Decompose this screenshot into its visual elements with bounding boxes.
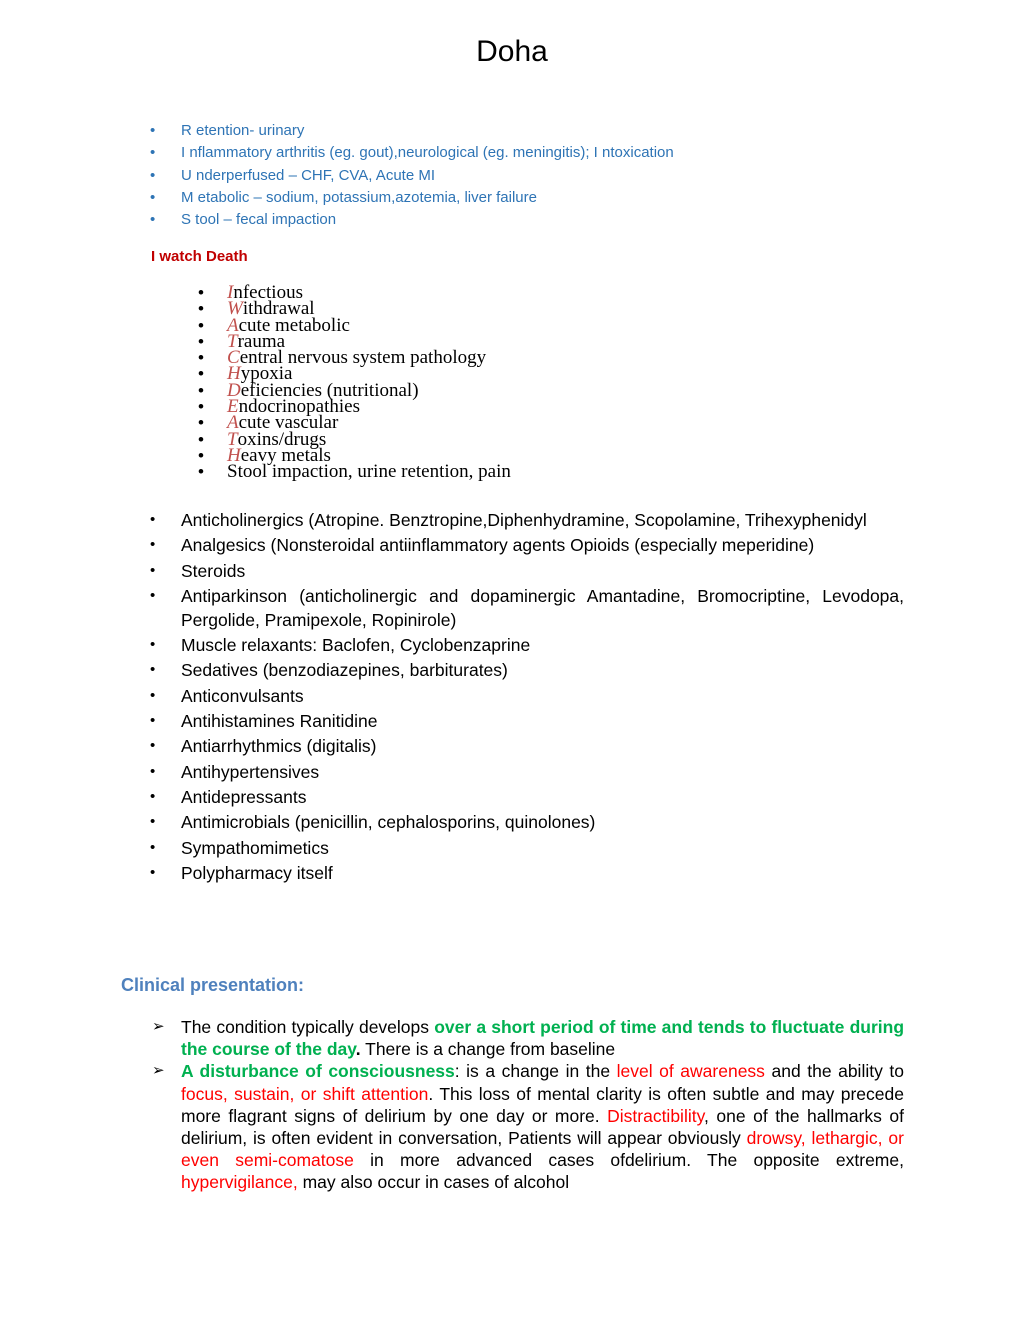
bullet-icon: • (198, 299, 204, 319)
list-item: • Sympathomimetics (150, 837, 329, 858)
highlight-text: focus, sustain, or shift attention (181, 1083, 429, 1104)
list-item: • Hypoxia (198, 363, 293, 385)
arrow-bullet-icon: ➢ (152, 1018, 165, 1035)
list-item: • Endocrinopathies (198, 396, 360, 418)
highlight-text: Distractibility (607, 1105, 705, 1126)
mnemonic-initial: T (227, 428, 238, 450)
mnemonic-list (198, 282, 511, 483)
list-item: • M etabolic – sodium, potassium,azotemia, liver failure (150, 187, 674, 209)
bullet-icon: • (150, 712, 156, 730)
mnemonic-initial: C (227, 347, 240, 369)
clinical-list (152, 1016, 904, 1194)
bullet-icon: • (198, 397, 204, 417)
bullet-icon: • (150, 144, 156, 162)
list-item: • Stool impaction, urine retention, pain (198, 461, 511, 483)
list-item: • S tool – fecal impaction (150, 209, 674, 231)
bullet-icon: • (198, 380, 204, 400)
list-item: ➢ The condition typically develops over a short period of time and tends to fluctuate during the course of the day. There is a change from baseline (152, 1017, 905, 1060)
list-item: • Polypharmacy itself (150, 862, 333, 883)
list-item: • Antidepressants (150, 786, 307, 807)
mnemonic-initial: I (227, 282, 234, 303)
list-item: • Toxins/drugs (198, 428, 327, 450)
list-item: • Antihypertensives (150, 761, 320, 782)
list-item: • Antimicrobials (penicillin, cephalosporins, quinolones) (150, 812, 596, 833)
bullet-icon: • (150, 166, 156, 184)
list-item: • Anticonvulsants (150, 685, 304, 706)
list-item: • Acute metabolic (198, 314, 350, 336)
highlight-text: A disturbance of consciousness (181, 1061, 455, 1082)
bullet-icon: • (150, 511, 156, 528)
bullet-icon: • (150, 737, 156, 755)
bullet-icon: • (150, 813, 156, 831)
list-item: • Central nervous system pathology (198, 347, 487, 369)
list-item: • Deficiencies (nutritional) (198, 379, 419, 401)
mnemonic-initial: A (227, 314, 239, 336)
list-item: • Muscle relaxants: Baclofen, Cyclobenzaprine (150, 635, 531, 656)
bullet-icon: • (150, 787, 156, 805)
bullet-icon: • (150, 838, 156, 856)
arrow-bullet-icon: ➢ (152, 1062, 165, 1080)
mnemonic-heading: I watch Death (151, 248, 248, 265)
list-item: • I nflammatory arthritis (eg. gout),neurological (eg. meningitis); I ntoxication (150, 142, 674, 164)
bullet-icon: • (198, 364, 204, 384)
section-heading: Clinical presentation: (121, 975, 305, 995)
list-item: • Withdrawal (198, 298, 315, 320)
page-title: Doha (476, 35, 548, 68)
list-item: • Steroids (150, 560, 246, 581)
list-item: • Analgesics (Nonsteroidal antiinflammatory agents Opioids (especially meperidine) (150, 535, 815, 556)
bullet-icon: • (198, 445, 204, 465)
list-item: • Infectious (198, 282, 303, 303)
mnemonic-initial: H (227, 363, 241, 385)
list-item: • Acute vascular (198, 412, 339, 434)
mnemonic-initial: W (227, 298, 243, 320)
bullet-icon: • (198, 331, 204, 351)
bullet-icon: • (198, 462, 204, 482)
list-item: • Antiarrhythmics (digitalis) (150, 736, 377, 757)
mnemonic-initial: D (227, 379, 241, 401)
mnemonic-initial: T (227, 330, 238, 352)
highlight-text: level of awareness (616, 1061, 765, 1082)
mnemonic-initial: H (227, 444, 241, 466)
mnemonic-initial: E (227, 396, 239, 418)
bullet-icon: • (198, 413, 204, 433)
bullet-icon: • (150, 636, 156, 654)
bullet-icon: • (150, 863, 156, 881)
list-item: • Heavy metals (198, 444, 331, 466)
list-item: • R etention- urinary (150, 120, 674, 142)
list-item: ➢ A disturbance of consciousness: is a change in the level of awareness and the ability to focus, sustain, or shift attention. This loss of mental clarity is often subtle and may precede more flagrant signs of delirium by one day or more. Distractibility, one of the hallmarks of delirium, is often evident in conversation, Patients will appear obviously drowsy, lethargic, or even semi-comatose in more advanced cases ofdelirium. The opposite extreme, hypervigilance, may also occur in cases of alcohol (152, 1061, 904, 1193)
drug-list (150, 508, 904, 886)
highlight-text: drowsy, lethargic, or even semi-comatose (181, 1128, 904, 1171)
bullet-icon: • (150, 561, 156, 579)
retention-list (150, 120, 674, 231)
bullet-icon: • (150, 122, 156, 139)
bullet-icon: • (198, 348, 204, 368)
list-item: • U nderperfused – CHF, CVA, Acute MI (150, 165, 674, 187)
mnemonic-initial: A (227, 412, 239, 434)
bullet-icon: • (198, 283, 204, 302)
bullet-icon: • (150, 586, 156, 604)
highlight-text: over a short period of time and tends to fluctuate during the course of the day (181, 1017, 905, 1060)
list-item: • Antiparkinson (anticholinergic and dopaminergic Amantadine, Bromocriptine, Levodopa, Pergolide, Pramipexole, Ropinirole) (150, 585, 904, 630)
bullet-icon: • (150, 686, 156, 704)
bullet-icon: • (150, 211, 156, 229)
list-item: • Anticholinergics (Atropine. Benztropine,Diphenhydramine, Scopolamine, Trihexyphenidyl (150, 510, 867, 530)
list-item: • Antihistamines Ranitidine (150, 711, 378, 732)
highlight-text: hypervigilance, (181, 1172, 298, 1193)
bullet-icon: • (150, 536, 156, 554)
bullet-icon: • (150, 188, 156, 206)
bullet-icon: • (198, 315, 204, 335)
bullet-icon: • (150, 762, 156, 780)
bullet-icon: • (150, 661, 156, 679)
bullet-icon: • (198, 429, 204, 449)
list-item: • Sedatives (benzodiazepines, barbiturates) (150, 660, 508, 681)
list-item: • Trauma (198, 330, 286, 352)
